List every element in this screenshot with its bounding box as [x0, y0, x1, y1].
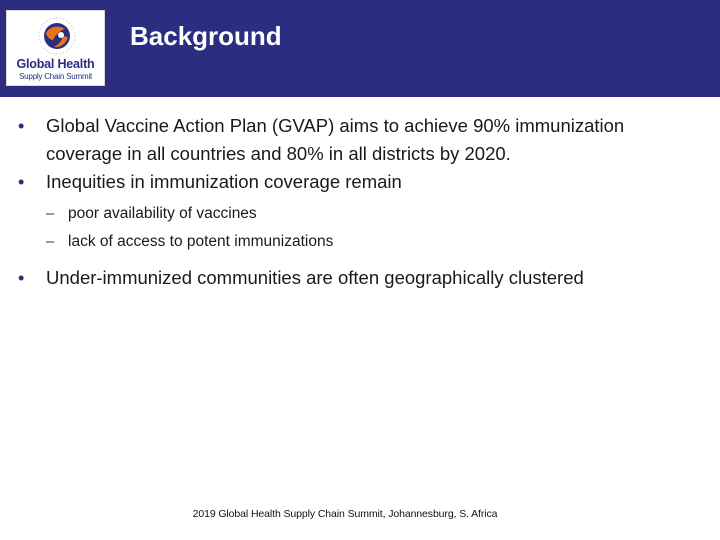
- slide-footer: 2019 Global Health Supply Chain Summit, Johannesburg, S. Africa: [192, 508, 498, 520]
- sub-bullet-text: poor availability of vaccines: [68, 205, 257, 222]
- bullet-list: [18, 112, 698, 292]
- summit-logo: [6, 10, 105, 86]
- sub-bullet-list: [18, 200, 698, 256]
- title-bar: [0, 0, 720, 97]
- globe-icon: [37, 16, 77, 56]
- dash-icon: –: [46, 233, 55, 250]
- bullet-item: [18, 112, 698, 168]
- sub-bullet-item: [46, 200, 698, 228]
- slide-title: Background: [130, 21, 282, 51]
- bullet-text: Global Vaccine Action Plan (GVAP) aims to achieve 90% immunization coverage in all countries and 80% in all districts by 2020.: [46, 115, 625, 164]
- logo-title: Global Health: [16, 57, 95, 71]
- sub-bullet-item: [46, 228, 698, 256]
- bullet-item: [18, 264, 698, 292]
- bullet-item: [18, 168, 698, 196]
- bullet-text: Inequities in immunization coverage remain: [46, 171, 402, 192]
- logo-subtitle: Supply Chain Summit: [18, 72, 93, 81]
- dash-icon: –: [46, 205, 55, 222]
- sub-bullet-text: lack of access to potent immunizations: [68, 233, 334, 250]
- bullet-icon: •: [18, 268, 25, 288]
- bullet-icon: •: [18, 116, 25, 136]
- bullet-text: Under-immunized communities are often geographically clustered: [46, 267, 584, 288]
- bullet-icon: •: [18, 172, 25, 192]
